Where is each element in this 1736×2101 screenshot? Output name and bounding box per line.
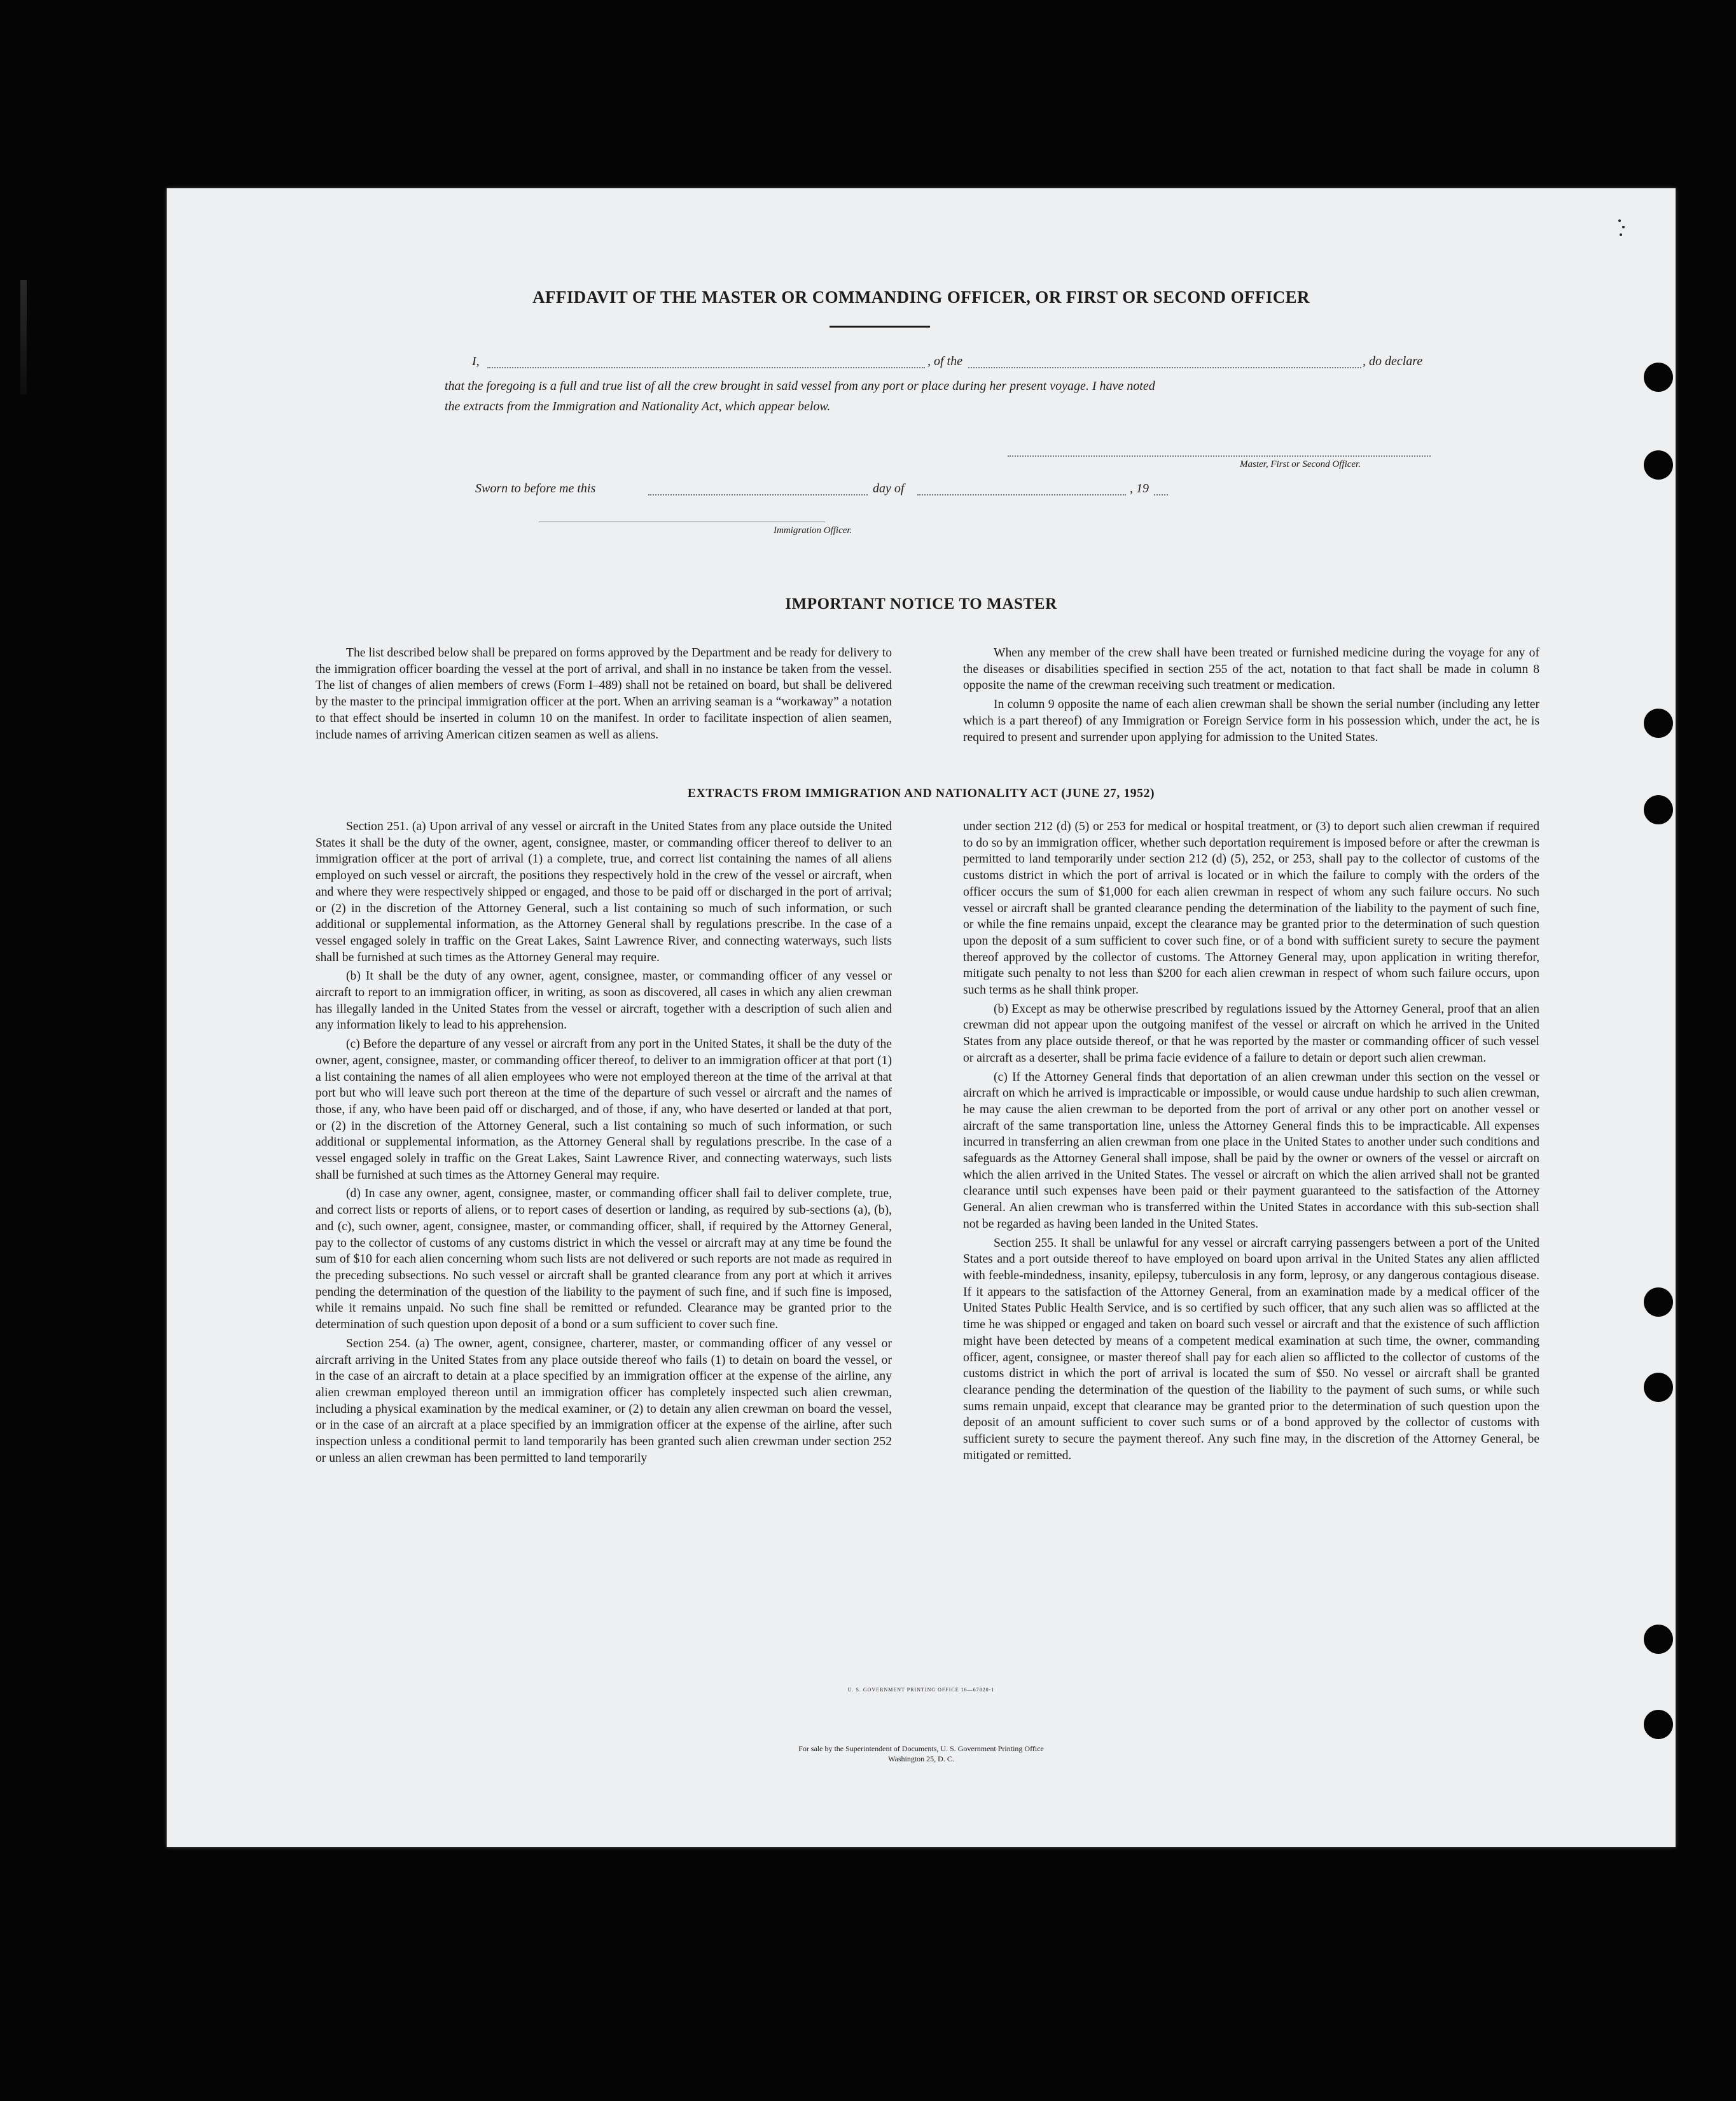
binder-hole <box>1644 450 1673 480</box>
sworn-year-field[interactable] <box>1154 494 1168 496</box>
scan-specks <box>1618 219 1627 237</box>
declaration-statement-2: the extracts from the Immigration and Nationality Act, which appear below. <box>445 399 831 413</box>
act-section-paragraph: (b) It shall be the duty of any owner, agent, consignee, master, or commanding officer of any vessel or aircraft to report to an immigration officer, in writing, as soon as discovered, all cases in which any alien crewman has illegally landed in the United States from the vessel or aircraft, together with a description of such alien and any information likely to lead to his apprehension. <box>316 969 892 1032</box>
printing-office-mark: U. S. GOVERNMENT PRINTING OFFICE 16—67820-1 <box>847 1687 995 1693</box>
act-section-paragraph: Section 254. (a) The owner, agent, consignee, charterer, master, or commanding officer of any vessel or aircraft arriving in the United States from any place outside thereof who fails (1) to detain on board the vessel, or in the case of an aircraft to detain at a place specified by an immigration officer at the expense of the airline, any alien crewman employed thereon until an immigration officer has completely inspected such alien crewman, including a physical examination by the medical examiner, or (2) to detain any alien crewman on board the vessel, or in the case of an aircraft at a place specified by an immigration officer at the expense of the airline, after such inspection unless a conditional permit to land temporarily has been granted such alien crewman under section 252 or unless an alien crewman has been permitted to land temporarily <box>316 1336 892 1465</box>
name-field[interactable] <box>487 367 925 368</box>
footer-address: Washington 25, D. C. <box>888 1754 954 1763</box>
act-section-paragraph: under section 212 (d) (5) or 253 for medical or hospital treatment, or (3) to deport such alien crewman if required to do so by an immigration officer, whether such deportation requirement is imposed before or after the crewman is permitted to land temporarily under section 212 (d) (5), 252, or 253, shall pay to the collector of customs of the customs district in which the port of arrival is located or in which the failure to comply with the orders of the officer occurs the sum of $1,000 for each alien crewman in respect of whom any such failure occurs. No such vessel or aircraft shall be granted clearance pending the determination of the liability to the payment of such fine, or while the fine remains unpaid, except the clearance may be granted prior to the determination of such question upon the deposit of a sum sufficient to cover such fine, or of a bond with sufficient surety to secure the payment thereof approved by the collector of customs. The Attorney General may, upon application in writing therefor, mitigate such penalty to not less than $200 for each alien crewman in respect of whom such failure occurs, upon such terms as he shall think proper. <box>963 820 1539 997</box>
act-section-paragraph: Section 255. It shall be unlawful for any vessel or aircraft carrying passengers between a port of the United States and a port outside thereof to have employed on board upon arrival in the United States any alien afflicted with feeble-mindedness, insanity, epilepsy, tuberculosis in any form, leprosy, or any dangerous contagious disease. If it appears to the satisfaction of the Attorney General, from an examination made by a medical officer of the United States Public Health Service, and is so certified by such officer, that any such alien was so afflicted at the time he was shipped or engaged and taken on board such vessel or aircraft and that the existence of such affliction might have been detected by means of a competent medical examination at such time, the owner, commanding officer, agent, consignee, or master thereof shall pay for each alien so afflicted to the collector of customs of the customs district in which the port of arrival is located the sum of $50. No vessel or aircraft shall be granted clearance pending the determination of the question of the liability to the payment of such sums, or while such sums remain unpaid, except that clearance may be granted prior to the determination of such question upon the deposit of an amount sufficient to cover such sums or of a bond approved by the collector of customs with sufficient surety to secure the payment thereof. Any such fine may, in the discretion of the Attorney General, be mitigated or remitted. <box>963 1236 1539 1462</box>
binder-hole <box>1644 1710 1673 1739</box>
year-label: , 19 <box>1130 482 1149 496</box>
extracts-right-column <box>963 819 1539 1466</box>
extracts-title: EXTRACTS FROM IMMIGRATION AND NATIONALITY ACT (JUNE 27, 1952) <box>687 787 1155 800</box>
extracts-left-column <box>316 819 892 1469</box>
vessel-field[interactable] <box>968 367 1361 368</box>
binder-hole <box>1644 363 1673 392</box>
scan-edge-mark <box>20 280 27 394</box>
binder-hole <box>1644 795 1673 824</box>
notice-paragraph: When any member of the crew shall have been treated or furnished medicine during the voyage for any of the diseases or disabilities specified in section 255 of the act, notation to that fact shall be made in column 8 opposite the name of the crewman receiving such treatment or medication. <box>963 646 1539 693</box>
day-of-label: day of <box>873 482 905 496</box>
sworn-month-field[interactable] <box>917 494 1126 496</box>
binder-hole <box>1644 709 1673 738</box>
affidavit-title: AFFIDAVIT OF THE MASTER OR COMMANDING OFFICER, OR FIRST OR SECOND OFFICER <box>532 288 1310 307</box>
of-the-label: , of the <box>927 354 962 368</box>
notice-right-column <box>963 645 1539 748</box>
binder-hole <box>1644 1625 1673 1654</box>
sworn-label: Sworn to before me this <box>475 482 596 496</box>
binder-hole <box>1644 1373 1673 1402</box>
act-section-paragraph: (d) In case any owner, agent, consignee, master, or commanding officer shall fail to deliver complete, true, and correct lists or reports of aliens, or to report cases of desertion or landing, as required by sub-sections (a), (b), and (c), such owner, agent, consignee, master, or commanding officer, shall, if required by the Attorney General, pay to the collector of customs of any customs district in which the vessel or aircraft may at any time be found the sum of $10 for each alien concerning whom such lists are not delivered or such reports are not made as required in the preceding subsections. No such vessel or aircraft shall be granted clearance from any port at which it arrives pending the determination of the question of the liability to the payment of such fine, and if such fine is imposed, while it remains unpaid. No such fine shall be remitted or refunded. Clearance may be granted prior to the determination of such question upon deposit of a bond or a sum sufficient to cover such fine. <box>316 1187 892 1332</box>
sworn-day-field[interactable] <box>648 494 868 496</box>
footer-sale-notice: For sale by the Superintendent of Documents, U. S. Government Printing Office <box>798 1744 1044 1753</box>
title-underline <box>830 326 930 328</box>
act-section-paragraph: (b) Except as may be otherwise prescribed by regulations issued by the Attorney General, proof that an alien crewman did not appear upon the outgoing manifest of the vessel or aircraft on which he arrived in the United States from any place outside thereof, or that he was reported by the master or commanding officer of such vessel or aircraft as a deserter, shall be prima facie evidence of a failure to detain or deport such alien crewman. <box>963 1002 1539 1065</box>
notice-left-column <box>316 645 892 745</box>
notice-title: IMPORTANT NOTICE TO MASTER <box>785 595 1057 613</box>
declaration-statement-1: that the foregoing is a full and true list of all the crew brought in said vessel from any port or place during her present voyage. I have noted <box>445 379 1155 393</box>
act-section-paragraph: (c) If the Attorney General finds that deportation of an alien crewman under this section on the vessel or aircraft on which he arrived is impracticable or impossible, or would cause undue hardship to such alien crewman, he may cause the alien crewman to be deported from the port of arrival or any other port on another vessel or aircraft of the same transportation line, unless the Attorney General finds this to be impracticable. All expenses incurred in transferring an alien crewman from one place in the United States to another under such conditions and safeguards as the Attorney General shall impose, shall be paid by the owner or owners of the vessel or aircraft on which the alien arrived in the United States. The vessel or aircraft on which the alien arrived shall not be granted clearance until such expenses have been paid or their payment guaranteed to the satisfaction of the Attorney General. An alien crewman who is transferred within the United States in accordance with this sub-section shall not be regarded as having been landed in the United States. <box>963 1070 1539 1231</box>
binder-hole <box>1644 1287 1673 1317</box>
immigration-officer-caption: Immigration Officer. <box>774 525 852 536</box>
master-signature-caption: Master, First or Second Officer. <box>1240 459 1361 469</box>
notice-paragraph: The list described below shall be prepared on forms approved by the Department and be ready for delivery to the immigration officer boarding the vessel at the port of arrival, and shall in no instance be taken from the vessel. The list of changes of alien members of crews (Form I–489) shall not be retained on board, but shall be delivered by the master to the principal immigration officer at the port. When an arriving seaman is a “workaway” a notation to that effect should be inserted in column 10 on the manifest. In order to facilitate inspection of alien seamen, include names of arriving American citizen seamen as well as aliens. <box>316 646 892 742</box>
do-declare-label: , do declare <box>1363 354 1423 368</box>
master-signature-field[interactable] <box>1008 455 1431 457</box>
act-section-paragraph: Section 251. (a) Upon arrival of any vessel or aircraft in the United States from any place outside the United States it shall be the duty of the owner, agent, consignee, master, or commanding officer thereof to deliver to an immigration officer at the port of arrival (1) a complete, true, and correct list containing the names of all aliens employed on such vessel or aircraft, the positions they respectively hold in the crew of the vessel or aircraft, when and where they were respectively shipped or engaged, and those to be paid off or discharged in the port of arrival; or (2) in the discretion of the Attorney General, such a list containing so much of such information, or such additional or supplemental information, as the Attorney General shall by regulations prescribe. In the case of a vessel engaged solely in traffic on the Great Lakes, Saint Lawrence River, and connecting waterways, such lists shall be furnished at such times as the Attorney General may require. <box>316 820 892 964</box>
notice-paragraph: In column 9 opposite the name of each alien crewman shall be shown the serial number (including any letter which is a part thereof) of any Immigration or Foreign Service form in his possession which, under the act, he is required to present and surrender upon applying for admission to the United States. <box>963 698 1539 744</box>
i-label: I, <box>472 354 480 368</box>
act-section-paragraph: (c) Before the departure of any vessel or aircraft from any port in the United States, it shall be the duty of the owner, agent, consignee, master, or commanding officer thereof, to deliver to an immigration officer at that port (1) a list containing the names of all alien employees who were not employed thereon at the time of the arrival at that port but who will leave such port thereon at the time of the departure of such vessel or aircraft and the names of those, if any, who have been paid off or discharged, and of those, if any, who have deserted or landed at that port, or (2) in the discretion of the Attorney General, such a list containing so much of such information, or such additional or supplemental information, as the Attorney General shall by regulations prescribe. In the case of a vessel engaged solely in traffic on the Great Lakes, Saint Lawrence River, and connecting waterways, such lists shall be furnished at such times as the Attorney General may require. <box>316 1037 892 1182</box>
form-page <box>167 188 1676 1847</box>
